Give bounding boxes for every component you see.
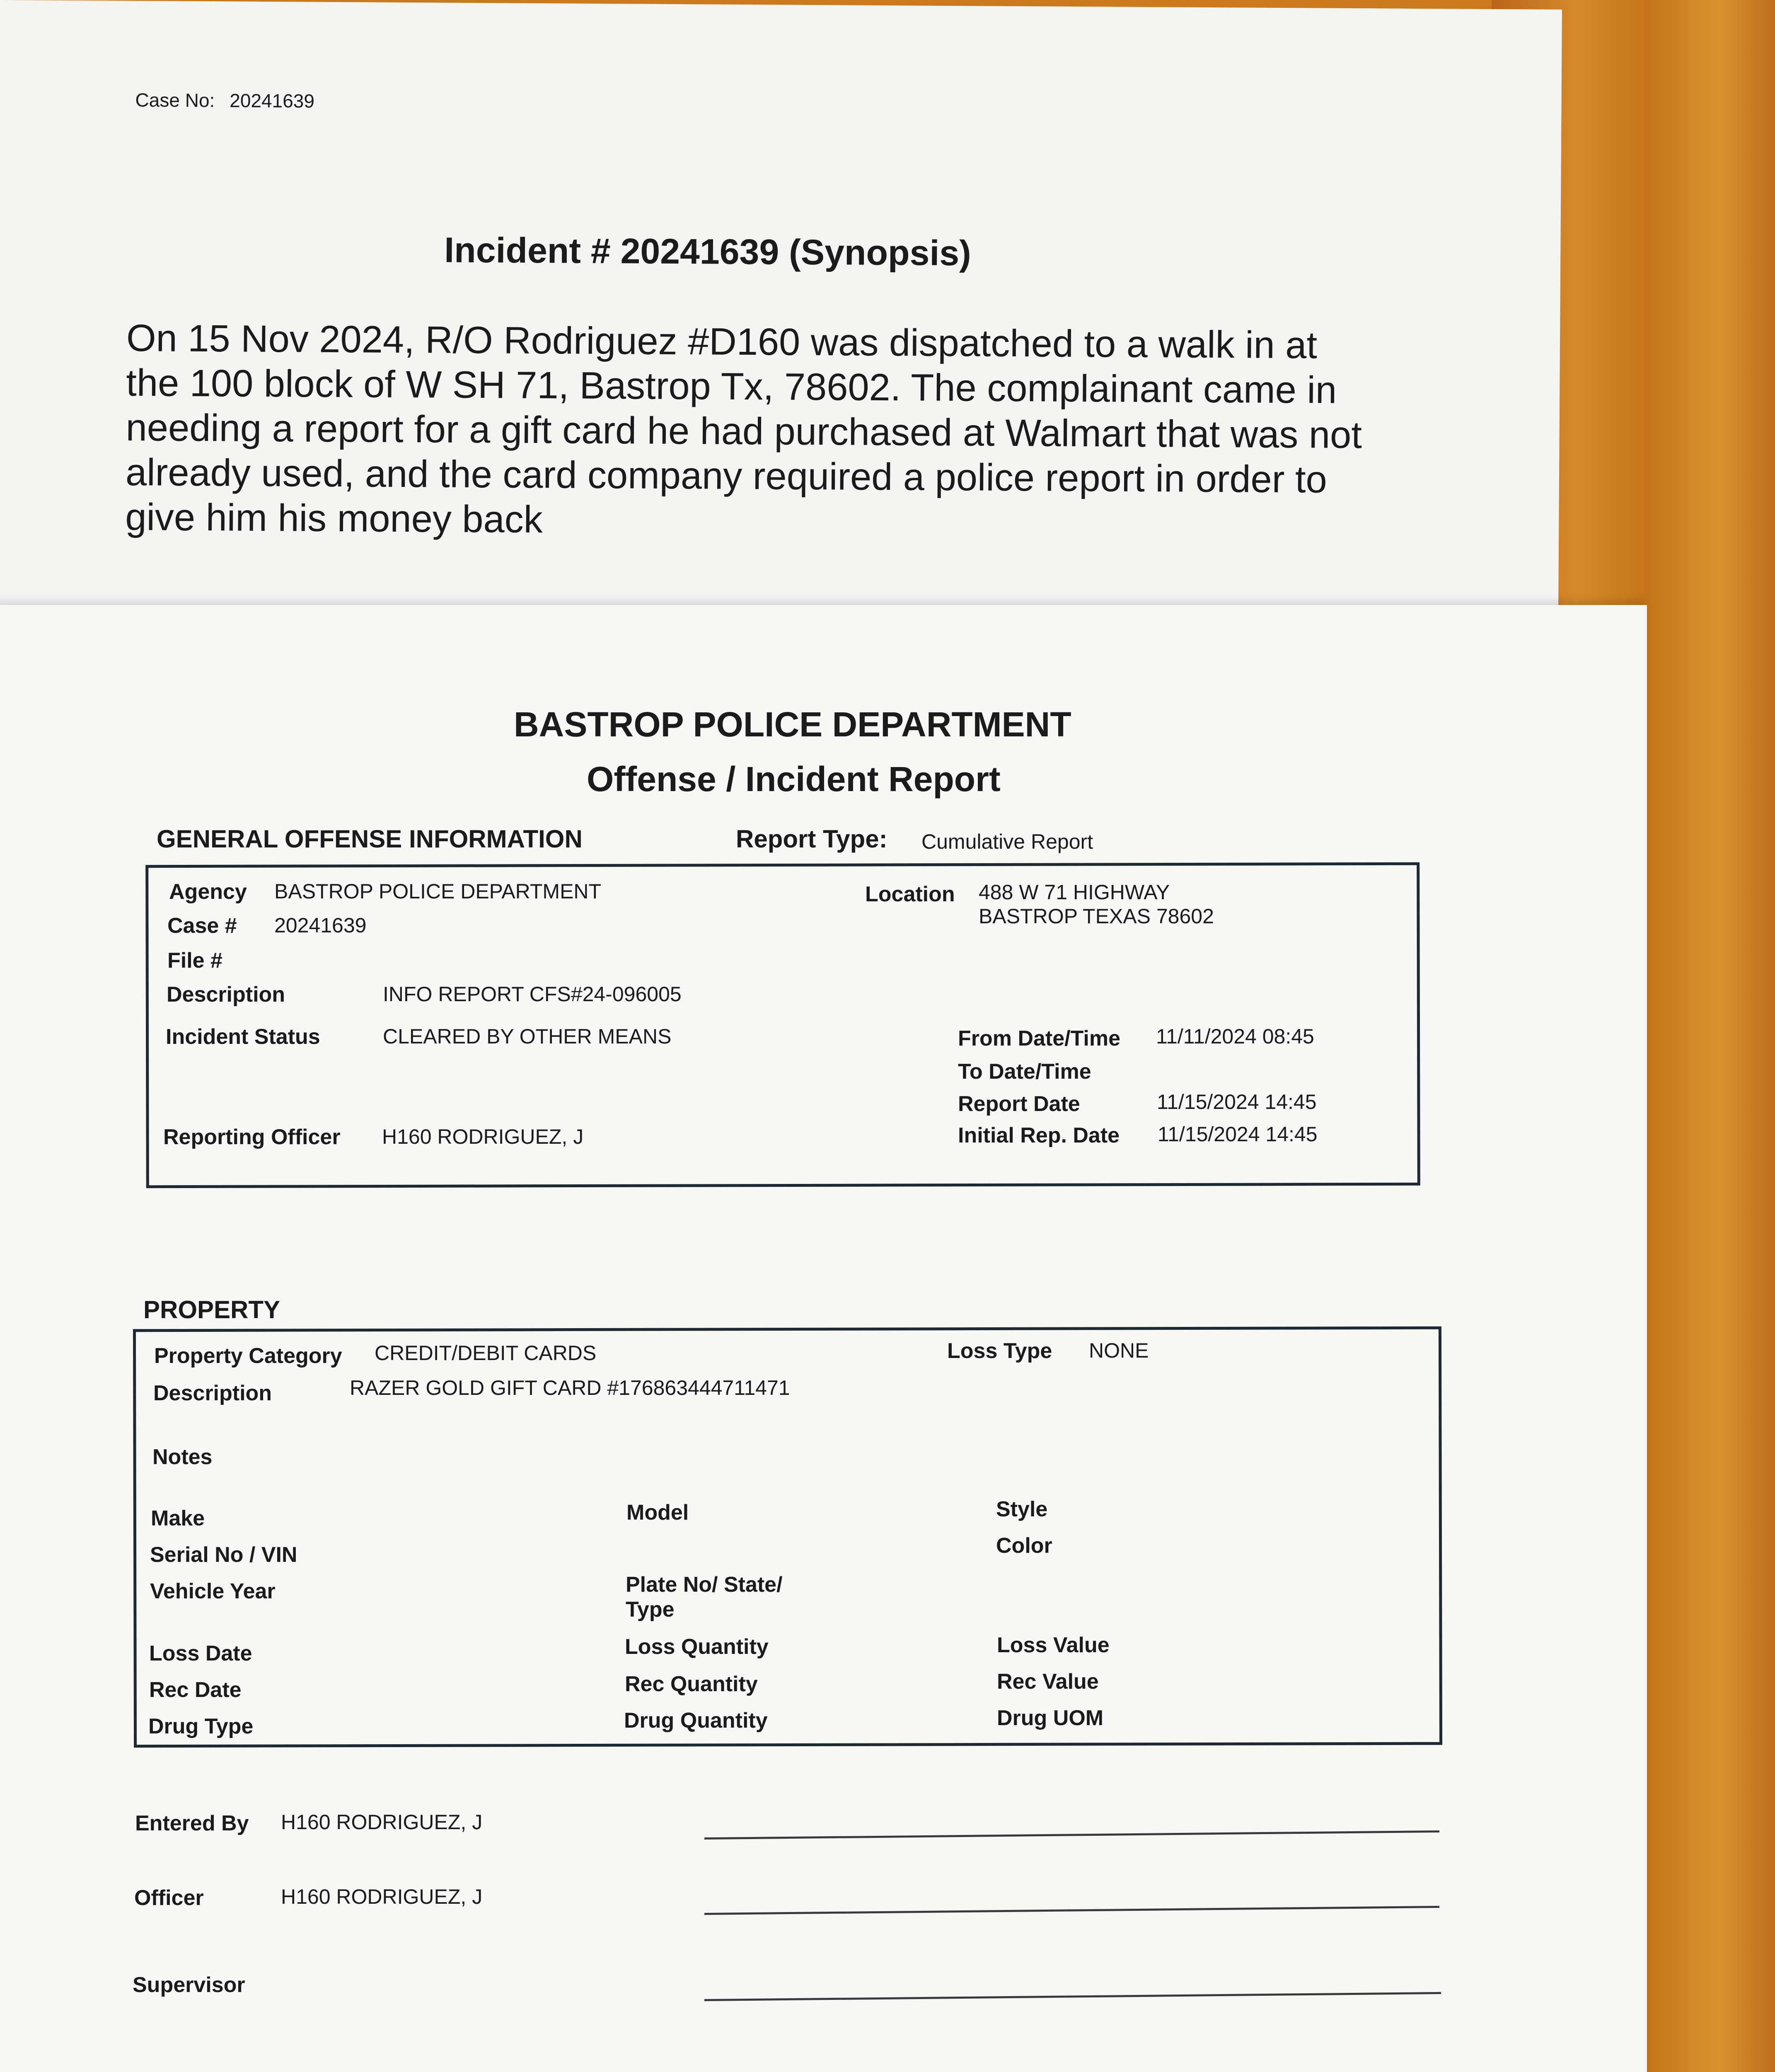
incident-status-value: CLEARED BY OTHER MEANS <box>383 1025 672 1048</box>
location-line-1: 488 W 71 HIGHWAY <box>979 881 1170 904</box>
report-date-label: Report Date <box>958 1092 1080 1116</box>
property-category-label: Property Category <box>154 1344 342 1368</box>
initial-report-date-label: Initial Rep. Date <box>958 1123 1120 1147</box>
synopsis-title: Incident # 20241639 (Synopsis) <box>444 230 972 274</box>
loss-date-label: Loss Date <box>149 1641 252 1665</box>
drug-type-label: Drug Type <box>148 1714 254 1738</box>
plate-label-line-2: Type <box>626 1598 675 1622</box>
initial-report-date-value: 11/15/2024 14:45 <box>1158 1123 1318 1146</box>
style-label: Style <box>996 1497 1048 1521</box>
location-label: Location <box>865 882 955 906</box>
entered-by-value: H160 RODRIGUEZ, J <box>281 1811 483 1834</box>
description-label: Description <box>167 983 285 1007</box>
entered-by-label: Entered By <box>135 1811 249 1835</box>
make-label: Make <box>151 1506 205 1530</box>
officer-signature-line <box>704 1906 1439 1915</box>
property-section-title: PROPERTY <box>143 1296 281 1324</box>
property-category-value: CREDIT/DEBIT CARDS <box>375 1341 597 1365</box>
file-label: File # <box>167 949 222 973</box>
vehicle-year-label: Vehicle Year <box>150 1579 276 1603</box>
property-description-label: Description <box>153 1381 272 1405</box>
model-label: Model <box>626 1501 689 1525</box>
offense-report-page <box>0 605 1647 2072</box>
rec-value-label: Rec Value <box>997 1670 1099 1694</box>
rec-quantity-label: Rec Quantity <box>625 1672 758 1696</box>
officer-value: H160 RODRIGUEZ, J <box>281 1885 483 1908</box>
lower-page-shadow <box>0 2064 1647 2072</box>
report-date-value: 11/15/2024 14:45 <box>1157 1090 1317 1113</box>
incident-status-label: Incident Status <box>166 1025 320 1049</box>
serial-vin-label: Serial No / VIN <box>150 1543 297 1567</box>
rec-date-label: Rec Date <box>149 1678 242 1702</box>
location-line-2: BASTROP TEXAS 78602 <box>979 905 1214 928</box>
description-value: INFO REPORT CFS#24-096005 <box>383 983 682 1006</box>
loss-type-value: NONE <box>1089 1339 1149 1362</box>
case-value: 20241639 <box>274 914 367 937</box>
report-type-value: Cumulative Report <box>921 830 1093 853</box>
from-date-label: From Date/Time <box>958 1026 1121 1051</box>
loss-value-label: Loss Value <box>997 1633 1110 1657</box>
drug-uom-label: Drug UOM <box>997 1706 1104 1730</box>
supervisor-label: Supervisor <box>133 1973 245 1997</box>
reporting-officer-value: H160 RODRIGUEZ, J <box>382 1125 584 1148</box>
report-type-label: Report Type: <box>736 825 888 853</box>
case-number-value: 20241639 <box>230 90 315 112</box>
to-date-label: To Date/Time <box>958 1060 1091 1084</box>
supervisor-signature-line <box>704 1992 1441 2001</box>
loss-type-label: Loss Type <box>947 1339 1052 1363</box>
drug-quantity-label: Drug Quantity <box>624 1709 768 1733</box>
loss-quantity-label: Loss Quantity <box>625 1635 769 1659</box>
agency-value: BASTROP POLICE DEPARTMENT <box>274 880 602 903</box>
notes-label: Notes <box>152 1445 213 1469</box>
plate-label-line-1: Plate No/ State/ <box>626 1573 783 1597</box>
agency-label: Agency <box>169 880 247 904</box>
case-number-header <box>135 89 314 112</box>
synopsis-body: On 15 Nov 2024, R/O Rodriguez #D160 was dispatched to a walk in at the 100 block of W SH 71, Bastrop Tx, 78602. The complainant came in needing a report for a gift card he had purchased at Walmart that was not already used, and the card company required a police report in order to give him his money back <box>125 317 1362 541</box>
from-date-value: 11/11/2024 08:45 <box>1156 1025 1314 1048</box>
report-title: Offense / Incident Report <box>587 760 1001 799</box>
entered-by-signature-line <box>704 1830 1439 1840</box>
case-label: Case # <box>167 914 237 938</box>
reporting-officer-label: Reporting Officer <box>163 1125 341 1149</box>
case-number-label: Case No: <box>135 89 215 111</box>
officer-label: Officer <box>134 1886 204 1910</box>
color-label: Color <box>996 1534 1052 1558</box>
department-name: BASTROP POLICE DEPARTMENT <box>514 705 1071 744</box>
property-description-value: RAZER GOLD GIFT CARD #176863444711471 <box>350 1376 790 1399</box>
general-section-title: GENERAL OFFENSE INFORMATION <box>157 825 583 853</box>
synopsis-page <box>0 0 1562 656</box>
